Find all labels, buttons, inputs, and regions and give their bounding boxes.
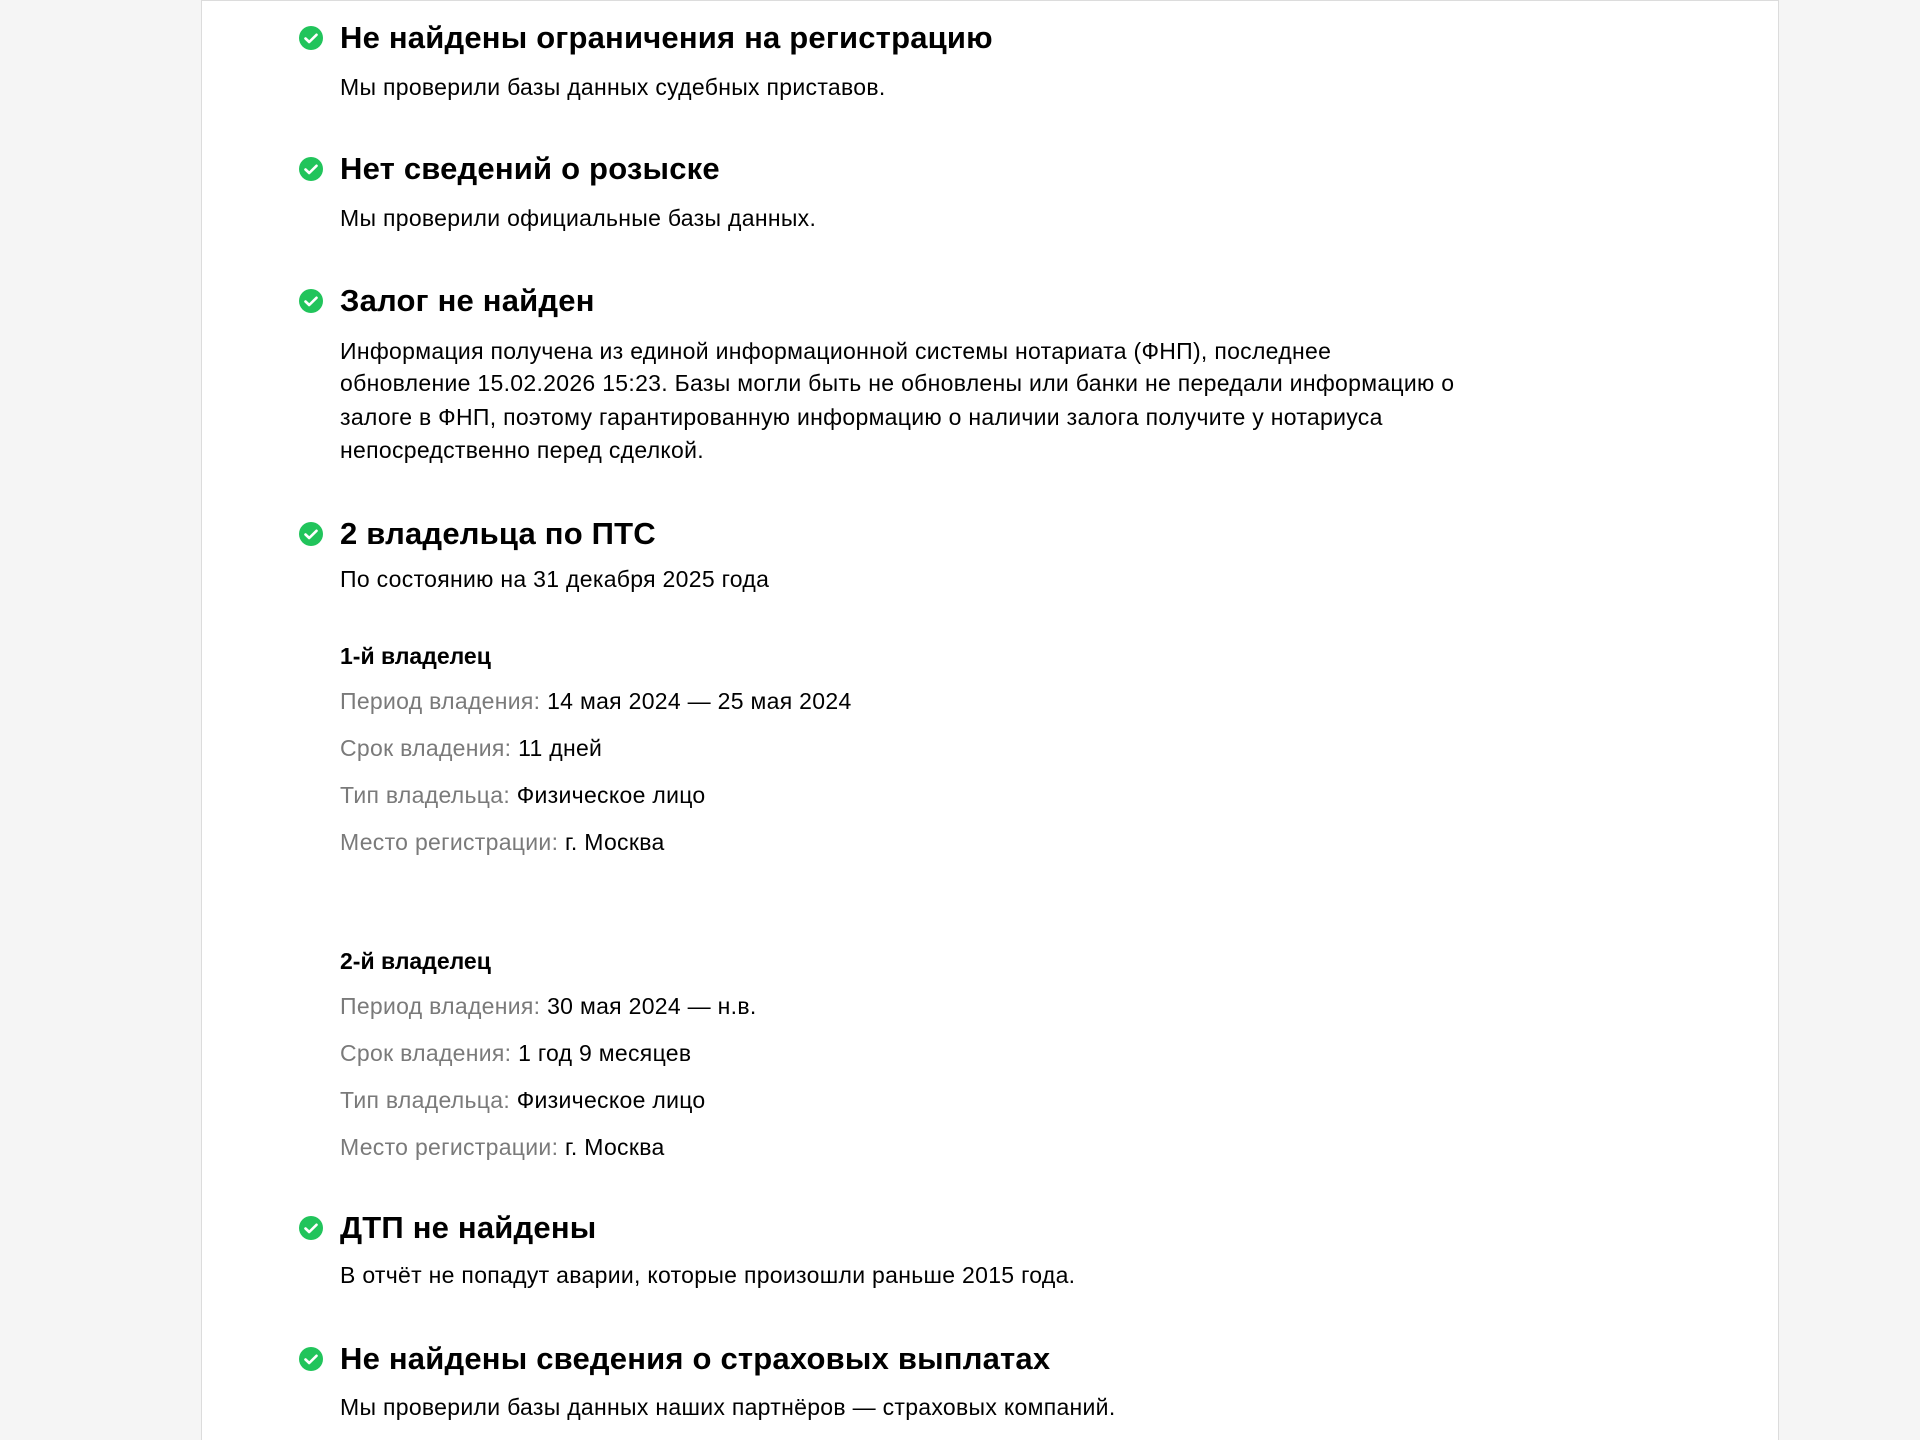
owner-2-place [340,1132,665,1162]
check-desc-registration: Мы проверили базы данных судебных приставов. [340,74,886,100]
check-desc-pledge-line-2: обновление 15.02.2026 15:23. Базы могли быть не обновлены или банки не передали информацию о [340,370,1455,396]
check-circle-icon [299,157,323,181]
check-desc-insurance: Мы проверили базы данных наших партнёров — страховых компаний. [340,1394,1116,1420]
owner-1-place [340,827,665,857]
owner-1-duration-value: 11 дней [518,735,603,761]
owner-1-duration [340,733,602,763]
check-title-accidents: ДТП не найдены [340,1210,597,1245]
check-circle-icon [299,289,323,313]
owner-2-duration [340,1038,691,1068]
check-desc-pledge-line-1: Информация получена из единой информационной системы нотариата (ФНП), последнее [340,338,1332,364]
check-circle-icon [299,1347,323,1371]
check-title-pledge: Залог не найден [340,283,595,318]
owner-1-place-label: Место регистрации: [340,829,559,855]
owner-1-period-label: Период владения: [340,688,541,714]
owner-2-heading: 2-й владелец [340,948,491,974]
check-circle-icon [299,522,323,546]
owner-2-place-value: г. Москва [564,1134,665,1160]
owner-2-duration-value: 1 год 9 месяцев [518,1040,692,1066]
owner-2-period-value: 30 мая 2024 — н.в. [547,993,757,1019]
check-title-owners: 2 владельца по ПТС [340,516,656,551]
owner-2-type-value: Физическое лицо [516,1087,706,1113]
check-desc-owners: По состоянию на 31 декабря 2025 года [340,566,770,592]
owner-1-place-value: г. Москва [564,829,665,855]
check-desc-pledge-line-3: залоге в ФНП, поэтому гарантированную информацию о наличии залога получите у нотариуса [340,404,1383,430]
owner-1-type [340,780,706,810]
check-title-wanted: Нет сведений о розыске [340,151,720,186]
check-title-registration: Не найдены ограничения на регистрацию [340,20,993,55]
owner-2-duration-label: Срок владения: [340,1040,512,1066]
owner-2-period [340,991,757,1021]
owner-2-type [340,1085,706,1115]
check-title-insurance: Не найдены сведения о страховых выплатах [340,1341,1051,1376]
check-desc-accidents: В отчёт не попадут аварии, которые произошли раньше 2015 года. [340,1262,1076,1288]
check-desc-wanted: Мы проверили официальные базы данных. [340,205,817,231]
owner-2-place-label: Место регистрации: [340,1134,559,1160]
owner-1-period-value: 14 мая 2024 — 25 мая 2024 [547,688,852,714]
check-circle-icon [299,26,323,50]
owner-1-duration-label: Срок владения: [340,735,512,761]
owner-1-heading: 1-й владелец [340,643,491,669]
check-circle-icon [299,1216,323,1240]
owner-1-type-label: Тип владельца: [340,782,511,808]
owner-1-period [340,686,852,716]
owner-1-type-value: Физическое лицо [516,782,706,808]
owner-2-period-label: Период владения: [340,993,541,1019]
owner-2-type-label: Тип владельца: [340,1087,511,1113]
check-desc-pledge-line-4: непосредственно перед сделкой. [340,437,704,463]
